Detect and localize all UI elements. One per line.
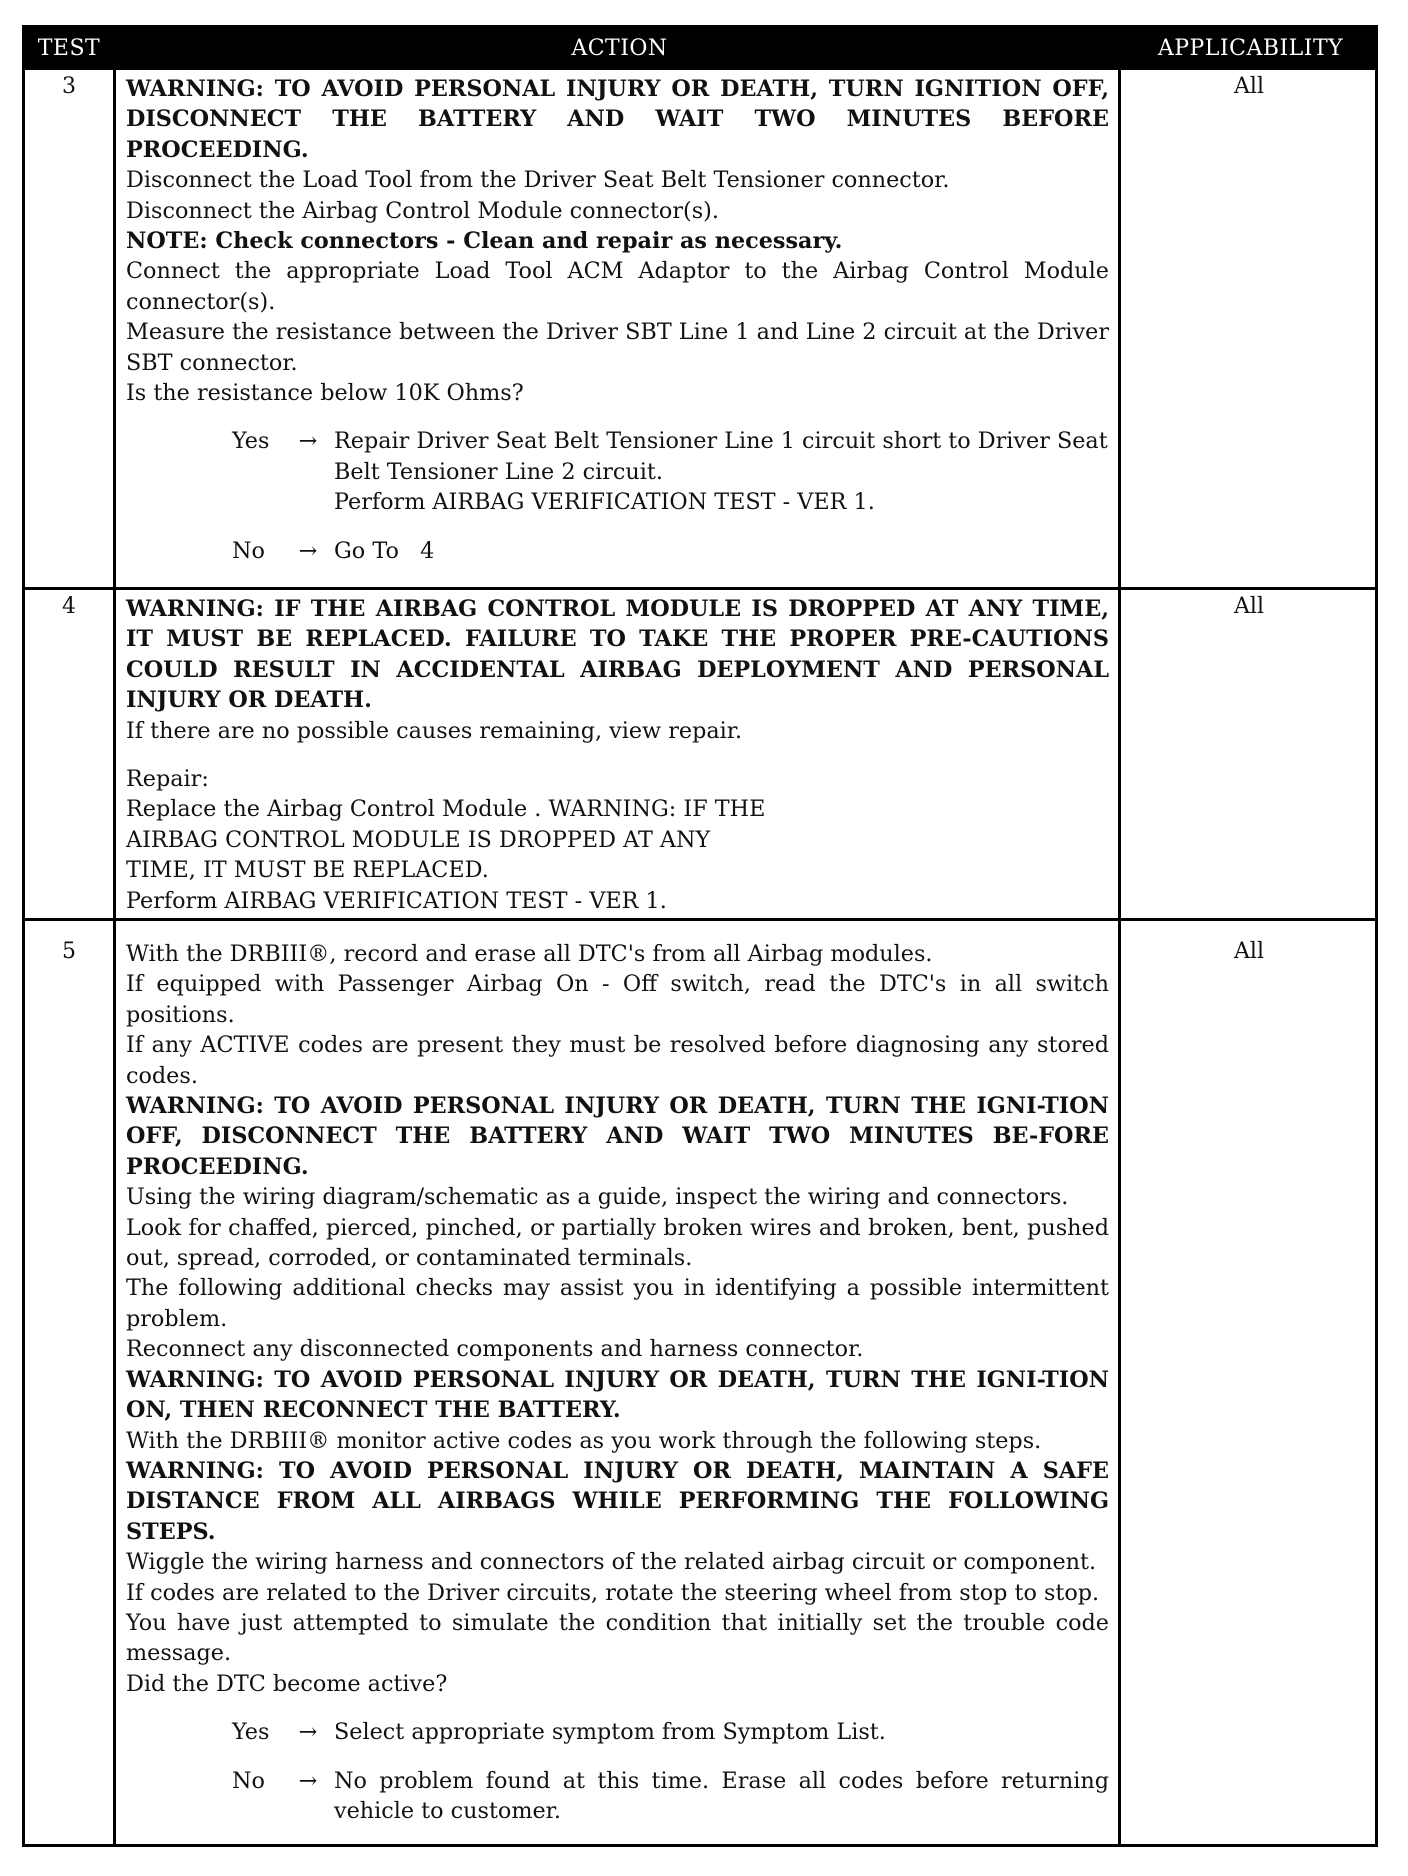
repair-text: Perform AIRBAG VERIFICATION TEST - VER 1.	[126, 887, 667, 914]
test-number: 3	[62, 74, 76, 99]
action-cell	[126, 939, 1109, 1826]
step-text: Disconnect the Load Tool from the Driver Seat Belt Tensioner connector.	[126, 167, 950, 194]
step-text: With the DRBIII® monitor active codes as you work through the following steps.	[126, 1427, 1042, 1454]
warning-text: WARNING: TO AVOID PERSONAL INJURY OR DEATH, TURN THE IGNI-TION ON, THEN RECONNECT THE BATTERY.	[126, 1366, 1109, 1424]
warning-text: WARNING: TO AVOID PERSONAL INJURY OR DEATH, TURN THE IGNI-TION OFF, DISCONNECT THE BATTERY AND WAIT TWO MINUTES BE-FORE PROCEEDING.	[126, 1093, 1109, 1180]
yes-label: Yes	[232, 1719, 270, 1746]
applicability: All	[1234, 74, 1264, 99]
row-divider	[25, 587, 1375, 590]
yes-result: Select appropriate symptom from Symptom List.	[334, 1719, 886, 1746]
test-number: 5	[62, 939, 76, 964]
column-divider	[113, 70, 116, 1847]
header-test: TEST	[37, 36, 101, 61]
procedure-table	[22, 25, 1378, 1847]
no-label: No	[232, 537, 265, 564]
yes-branch	[232, 1717, 1109, 1747]
applicability: All	[1234, 939, 1264, 964]
step-text: Measure the resistance between the Driver SBT Line 1 and Line 2 circuit at the Driver SBT connector.	[126, 319, 1109, 376]
step-text: Look for chaffed, pierced, pinched, or partially broken wires and broken, bent, pushed out, spread, corroded, or contaminated terminals.	[126, 1214, 1109, 1272]
row-divider	[25, 918, 1375, 921]
step-text: If codes are related to the Driver circuits, rotate the steering wheel from stop to stop.	[126, 1579, 1100, 1606]
step-text: With the DRBIII®, record and erase all DTC's from all Airbag modules.	[126, 941, 933, 967]
step-text: You have just attempted to simulate the condition that initially set the trouble code message.	[126, 1609, 1109, 1667]
question-text: Did the DTC become active?	[126, 1670, 448, 1697]
action-cell	[126, 74, 1109, 566]
step-text: Using the wiring diagram/schematic as a guide, inspect the wiring and connectors.	[126, 1184, 1069, 1211]
step-text: If equipped with Passenger Airbag On - Off switch, read the DTC's in all switch positions.	[126, 971, 1109, 1028]
step-text: Disconnect the Airbag Control Module connector(s).	[126, 197, 719, 224]
step-text: If any ACTIVE codes are present they must be resolved before diagnosing any stored codes.	[126, 1032, 1109, 1089]
yes-branch	[232, 426, 1109, 517]
yes-label: Yes	[232, 428, 270, 455]
table-header	[25, 28, 1375, 70]
warning-text: WARNING: IF THE AIRBAG CONTROL MODULE IS DROPPED AT ANY TIME, IT MUST BE REPLACED. FAILURE TO TAKE THE PROPER PRE-CAUTIONS COULD RESULT IN ACCIDENTAL AIRBAG DEPLOYMENT AND PERSONAL INJURY OR DEATH.	[126, 596, 1109, 714]
header-action: ACTION	[571, 36, 668, 61]
header-applicability: APPLICABILITY	[1157, 36, 1344, 61]
step-text: Connect the appropriate Load Tool ACM Adaptor to the Airbag Control Module connector(s).	[126, 258, 1109, 315]
no-result: Go To 4	[334, 537, 435, 564]
test-number: 4	[62, 594, 76, 619]
question-text: Is the resistance below 10K Ohms?	[126, 380, 524, 407]
warning-text: WARNING: TO AVOID PERSONAL INJURY OR DEATH, TURN IGNITION OFF, DISCONNECT THE BATTERY AND WAIT TWO MINUTES BEFORE PROCEEDING.	[126, 76, 1109, 163]
arrow-icon: →	[298, 537, 318, 564]
warning-text: WARNING: TO AVOID PERSONAL INJURY OR DEATH, MAINTAIN A SAFE DISTANCE FROM ALL AIRBAGS WHILE PERFORMING THE FOLLOWING STEPS.	[126, 1457, 1109, 1545]
step-text: The following additional checks may assist you in identifying a possible intermittent problem.	[126, 1275, 1109, 1332]
applicability: All	[1234, 594, 1264, 619]
column-divider	[1118, 70, 1121, 1847]
step-text: Wiggle the wiring harness and connectors of the related airbag circuit or component.	[126, 1549, 1097, 1576]
arrow-icon: →	[298, 428, 318, 455]
no-branch	[232, 1766, 1109, 1827]
note-text: NOTE: Check connectors - Clean and repair as necessary.	[126, 228, 843, 255]
arrow-icon: →	[298, 1719, 318, 1746]
no-label: No	[232, 1767, 265, 1794]
step-text: If there are no possible causes remaining, view repair.	[126, 717, 743, 744]
repair-label: Repair:	[126, 766, 209, 793]
repair-text: Replace the Airbag Control Module . WARNING: IF THE AIRBAG CONTROL MODULE IS DROPPED AT ANY TIME, IT MUST BE REPLACED.	[126, 796, 766, 884]
action-cell	[126, 594, 1109, 916]
arrow-icon: →	[298, 1767, 318, 1794]
step-text: Reconnect any disconnected components and harness connector.	[126, 1336, 864, 1363]
yes-result: Repair Driver Seat Belt Tensioner Line 1 circuit short to Driver Seat Belt Tensioner Line 2 circuit. Perform AIRBAG VERIFICATION TEST - VER 1.	[334, 428, 1108, 516]
no-branch	[232, 536, 1109, 566]
no-result: No problem found at this time. Erase all codes before returning vehicle to customer.	[334, 1767, 1109, 1824]
